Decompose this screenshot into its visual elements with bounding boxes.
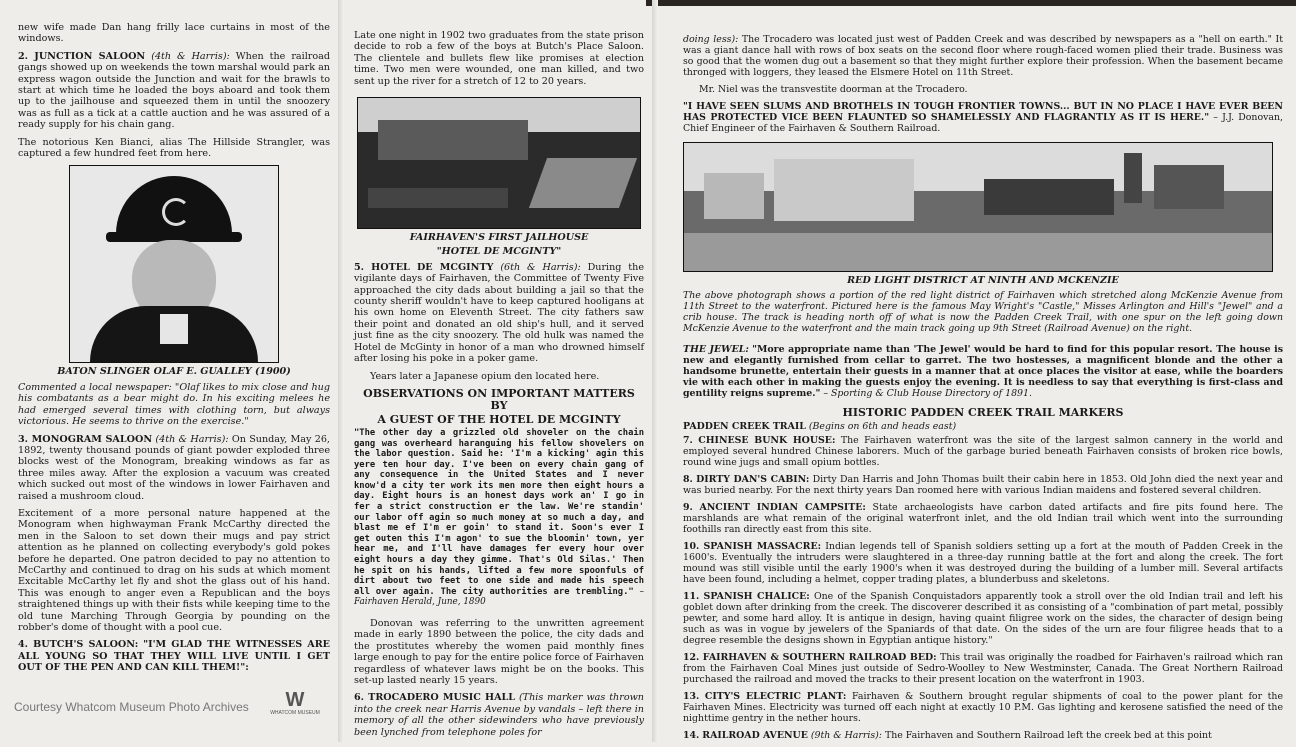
entry-body: The Trocadero was located just west of Padden Creek and was described by newspapers as a "hell on earth." It was a giant dance hall with rows of box seats on the second floor where rough-faced women plied their trade. Business was so good that the women dug out a basement so that they might further explore their profession. When the basement became thronged with loggers, they leased the Elsmere Hotel on 11th Street. bbox=[683, 34, 1284, 78]
entry-body: When the railroad gangs showed up on weekends the town marshal would park an express wagon outside the Junction and wait for the brawls to start at which time he loaded the boys aboard and took them up to the jailhouse and squeezed them in until the snoozery was as full as a tick at a cattle auction and he was assured of a ready supply for his chain gang. bbox=[18, 50, 330, 131]
marker-heading: FAIRHAVEN & SOUTHERN RAILROAD BED: bbox=[702, 652, 937, 663]
marker-heading: DIRTY DAN'S CABIN: bbox=[696, 474, 810, 485]
marker-body: Fairhaven & Southern brought regular shipments of coal to the power plant for the Fairhaven Mines. Electricity was turned off each night at exactly 10 P.M. Gas lighting and kerosene satisfied the need of the nighttime gentry in the nether hours. bbox=[683, 691, 1284, 724]
list-item bbox=[683, 435, 1283, 468]
paragraph: Years later a Japanese opium den located here. bbox=[370, 370, 600, 382]
list-item bbox=[683, 502, 1283, 535]
entry-hotel-de-mcginty bbox=[354, 262, 644, 365]
entry-address: (4th & Harris): bbox=[151, 50, 230, 62]
trail-note: (Begins on 6th and heads east) bbox=[808, 421, 957, 432]
entry-heading: 5. HOTEL DE MCGINTY bbox=[354, 261, 494, 273]
logo-mark: W bbox=[285, 689, 305, 711]
entry-address: (4th & Harris): bbox=[155, 433, 229, 445]
jewel-entry bbox=[683, 344, 1283, 399]
entry-body: "More appropriate name than 'The Jewel' would be hard to find for this popular resort. The house is new and elegantly furnished from cellar to garret. The two hostesses, a magnificent blonde and the other a handsome brunette, entertain their guests in a manner that at once places the visitor at ease, while the boarders vie with each other in making the guests enjoy the evening. It is needless to say that everything is first-class and gentility reigns supreme." bbox=[683, 344, 1283, 399]
entry-junction-saloon bbox=[18, 51, 330, 131]
marker-body: This trail was originally the roadbed for Fairhaven's railroad which ran from the Fairhaven Coal Mines just outside of Sedro-Woolley to New Westminster, Canada. The Great Northern Railroad purchased the railroad and moved the tracks to their present location on the waterfront in 1903. bbox=[683, 652, 1284, 685]
marker-number: 7. bbox=[683, 435, 693, 446]
markers-subtitle bbox=[683, 421, 1283, 432]
entry-body: (This marker was thrown into the creek near Harris Avenue by vandals – left there in memory of all the other sidewinders who have previously been lynched from telephone poles for bbox=[354, 692, 644, 738]
marker-body: State archaeologists have carbon dated artifacts and fire pits found here. The marshlands are what remain of the original waterfront inlet, and the old Indian trail which went into the surrounding foothills ran directly east from this site. bbox=[683, 502, 1283, 535]
logo-text: WHATCOM MUSEUM bbox=[270, 710, 320, 716]
marker-body: The Fairhaven waterfront was the site of the largest salmon cannery in the world and employed several hundred Chinese laborers. Much of the garbage buried beneath Fairhaven consists of broken rice bowls, round wine jugs and small opium bottles. bbox=[683, 435, 1283, 468]
list-item bbox=[683, 591, 1283, 646]
paragraph: Late one night in 1902 two graduates from the state prison decide to rob a few of the boys at Butch's Place Saloon. The clientele and bullets flew like promises at election time. Two men were wounded, one man killed, and two sent up the river for a stretch of 12 to 20 years. bbox=[354, 30, 644, 87]
entry-body: On Sunday, May 26, 1892, twenty thousand pounds of giant powder exploded three blocks west of the Monogram, breaking windows as far as three miles away. After the explosion a vacuum was created which sucked out most of the windows in lower Fairhaven and raised a mushroom cloud. bbox=[18, 433, 330, 502]
list-item bbox=[683, 474, 1283, 496]
quote-attribution: – J.J. Donovan, Chief Engineer of the Fairhaven & Southern Railroad. bbox=[683, 112, 1284, 134]
quote: Commented a local newspaper: "Olaf likes to mix close and hug his combatants as a bear might do. In his exciting melees he had emerged several times with clothing torn, but always victorious. He seems to thrive on the exercise." bbox=[18, 381, 330, 428]
marker-heading: CITY'S ELECTRIC PLANT: bbox=[704, 691, 847, 702]
entry-heading: 4. BUTCH'S SALOON: bbox=[18, 639, 139, 651]
donovan-quote bbox=[683, 101, 1283, 134]
entry-monogram-saloon bbox=[18, 434, 330, 502]
marker-address: (9th & Harris): bbox=[810, 730, 882, 741]
marker-number: 13. bbox=[683, 691, 700, 702]
scan-edge bbox=[646, 0, 1296, 6]
column-fold-1 bbox=[338, 0, 344, 742]
marker-heading: SPANISH CHALICE: bbox=[703, 591, 810, 602]
photo-caption: BATON SLINGER OLAF E. GUALLEY (1900) bbox=[57, 366, 291, 378]
marker-heading: SPANISH MASSACRE: bbox=[703, 541, 822, 552]
entry-body: "I'M GLAD THE WITNESSES ARE ALL YOUNG SO THAT THEY WILL LIVE UNTIL I GET OUT OF THE PEN AND CAN KILL THEM!": bbox=[18, 639, 330, 674]
photo-olaf-gualley bbox=[69, 165, 279, 363]
paragraph: Excitement of a more personal nature happened at the Monogram when highwayman Frank McCarthy directed the men in the Saloon to set down their mugs and pay strict attention as he planned on collecting everybody's gold pokes before he departed. One patron decided to pay no attention to McCarthy and continued to drag on his suds at which moment Excitable McCarthy let fly and shot the glass out of his hand. This was enough to anger even a Republican and the boys straightened things up with their fists while keeping time to the old tune Marching Through Georgia by pounding on the robber's dome of thought with a pool cue. bbox=[18, 507, 330, 633]
entry-address: (6th & Harris): bbox=[500, 261, 581, 273]
quote-source: – Fairhaven Herald, June, 1890 bbox=[354, 586, 645, 608]
column-1 bbox=[18, 22, 330, 680]
paragraph: Donovan was referring to the unwritten agreement made in early 1890 between the police, the city dads and the prostitutes whereby the women paid monthly fines large enough to pay for the entire police force of Fairhaven regardless of whatever laws might be on the books. This set-up lasted nearly 15 years. bbox=[354, 618, 644, 687]
photo-description: The above photograph shows a portion of the red light district of Fairhaven which stretched along McKenzie Avenue from 11th Street to the waterfront. Pictured here is the famous May Wright's "Castle," Misses Arlington and Hill's "Jewel" and a crib house. The track is heading north off of what is now the Padden Creek Trail, with one spur on the left going down McKenzie Avenue to the waterfront and the main track going up 9th Street (Railroad Avenue) on the right. bbox=[683, 290, 1283, 334]
photo-first-jailhouse bbox=[357, 97, 641, 229]
marker-body: One of the Spanish Conquistadors apparently took a stroll over the old Indian trail and left his goblet down after drinking from the creek. The discoverer described it as consisting of a "combination of part metal, possibly pewter, and some hard alloy. It is antique in design, having quaint filigree work on the sides, the character of design being such as was in vogue by jewelers of the Spaniards of that date. On the sides of the urn are four filigree heads that to a degree resemble the designs shown in Egyptian antique history." bbox=[683, 591, 1283, 646]
entry-butchs-saloon bbox=[18, 639, 330, 673]
entry-heading: 6. TROCADERO MUSIC HALL bbox=[354, 692, 516, 704]
photo-caption: RED LIGHT DISTRICT AT NINTH AND MCKENZIE bbox=[847, 275, 1119, 286]
marker-number: 12. bbox=[683, 652, 700, 663]
entry-trocadero-cont bbox=[683, 34, 1283, 78]
paragraph: new wife made Dan hang frilly lace curtains in most of the windows. bbox=[18, 22, 330, 45]
trail-name: PADDEN CREEK TRAIL bbox=[683, 421, 806, 432]
list-item bbox=[683, 541, 1283, 585]
entry-body: During the vigilante days of Fairhaven, the Committee of Twenty Five approached the city dads about building a jail so that the county sheriff wouldn't have to keep captured hooligans at his own home on Eleventh Street. The city fathers saw their point and donated an old ship's hull, and it served just fine as the city snoozery. The old hulk was named the Hotel de McGinty in honor of a man who drowned himself after losing his poke in a poker game. bbox=[354, 261, 645, 365]
photo-credit: Courtesy Whatcom Museum Photo Archives bbox=[14, 700, 249, 714]
entry-heading: 3. MONOGRAM SALOON bbox=[18, 433, 153, 445]
paragraph: Mr. Niel was the transvestite doorman at the Trocadero. bbox=[699, 84, 968, 95]
quote-block bbox=[354, 428, 644, 608]
marker-number: 14. bbox=[683, 730, 700, 741]
list-item bbox=[683, 730, 1283, 741]
paragraph: The notorious Ken Bianci, alias The Hillside Strangler, was captured a few hundred feet from here. bbox=[18, 136, 330, 160]
marker-heading: RAILROAD AVENUE bbox=[702, 730, 808, 741]
marker-number: 8. bbox=[683, 474, 693, 485]
marker-number: 10. bbox=[683, 541, 700, 552]
marker-heading: CHINESE BUNK HOUSE: bbox=[698, 435, 836, 446]
photo-red-light-district bbox=[683, 142, 1273, 272]
photo-caption: FAIRHAVEN'S FIRST JAILHOUSE bbox=[409, 232, 589, 244]
marker-heading: ANCIENT INDIAN CAMPSITE: bbox=[699, 502, 866, 513]
list-item bbox=[683, 691, 1283, 724]
quote-body: "The other day a grizzled old shoveler on the chain gang was overheard haranguing his fellow shovelers on the labor question. Said he: 'I'm a kicking' agin this yere ten hour day. I've been on every chain gang of any consequence in the United States and I never know'd a city ter work its men more then eight hours a day. Eight hours is an honest days work an' I go in fer a strict construction er the law. We're standin' our labor off agin so much money at so much a day, and blast me ef I'm er goin' to stand it. Soon's ever I get outen this I'm agon' to sue the bloomin' town, yer hear me, and I'll have damages fer every hour over eight hours a day they gimme. That's Old Silas.' Then he spit on his hands, lifted a few more spoonfuls of dirt about two feet to one side and made his speech all over again. The city authorities are trembling." bbox=[354, 427, 644, 597]
entry-heading: 2. JUNCTION SALOON bbox=[18, 50, 146, 62]
entry-trocadero bbox=[354, 692, 644, 738]
photo-caption-sub: "HOTEL DE MCGINTY" bbox=[436, 246, 562, 258]
column-3 bbox=[683, 34, 1283, 747]
entry-lead: doing less): bbox=[683, 34, 739, 45]
entry-heading: THE JEWEL: bbox=[683, 344, 749, 355]
list-item bbox=[683, 652, 1283, 685]
markers-title: HISTORIC PADDEN CREEK TRAIL MARKERS bbox=[842, 406, 1124, 419]
section-heading-sub: A GUEST OF THE HOTEL DE MCGINTY bbox=[377, 412, 621, 426]
marker-number: 11. bbox=[683, 591, 700, 602]
entry-source: – Sporting & Club House Directory of 1891. bbox=[823, 388, 1032, 399]
quote-text: "I HAVE SEEN SLUMS AND BROTHELS IN TOUGH FRONTIER TOWNS... BUT IN NO PLACE I HAVE EVER BEEN HAS PROTECTED VICE BEEN FLAUNTED SO SHAMELESSLY AND FLAGRANTLY AS IT IS HERE." bbox=[683, 101, 1283, 123]
column-2 bbox=[354, 30, 644, 744]
marker-body: The Fairhaven and Southern Railroad left the creek bed at this point bbox=[884, 730, 1212, 741]
marker-number: 9. bbox=[683, 502, 693, 513]
markers-list bbox=[683, 435, 1283, 741]
marker-body: Indian legends tell of Spanish soldiers setting up a fort at the mouth of Padden Creek in the 1600's. Eventually the intruders were slaughtered in a three-day running battle at the fort and along the creek. The fort mound was still visible until the early 1900's when it was destroyed during the building of a lumber mill. Several artifacts have been found, including a helmet, copper trading plates, a blunderbuss and skeletons. bbox=[683, 541, 1283, 585]
column-fold-2 bbox=[652, 0, 658, 742]
whatcom-museum-logo bbox=[270, 690, 320, 718]
section-heading: OBSERVATIONS ON IMPORTANT MATTERS BY bbox=[363, 386, 635, 412]
marker-body: Dirty Dan Harris and John Thomas built their cabin here in 1853. Old John died the next year and was buried nearby. For the next thirty years Dan roomed here with various Indian maidens and fostered several children. bbox=[683, 474, 1283, 496]
